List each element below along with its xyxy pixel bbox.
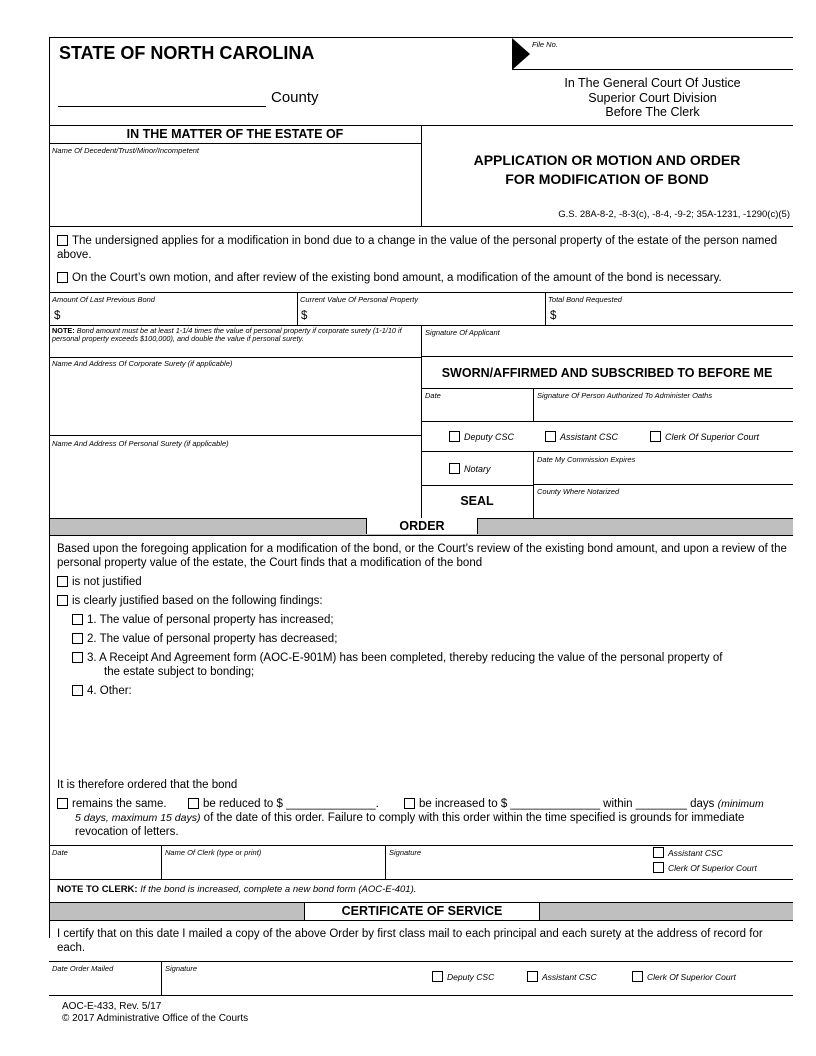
cert-deputy-csc-checkbox[interactable] [432,971,443,982]
finding-1-checkbox[interactable] [72,614,83,625]
amounts-divider-2 [545,292,546,325]
amounts-divider-1 [297,292,298,325]
increased-option [404,797,764,811]
order-clerk-option [653,862,757,874]
sworn-divider [533,388,534,421]
order-clerk-checkbox[interactable] [653,862,664,873]
finding-1 [72,613,334,627]
left-rule [49,37,50,938]
not-justified-option [57,575,142,589]
finding-2-checkbox[interactable] [72,633,83,644]
commission-expires-label: Date My Commission Expires [537,455,636,464]
sworn-assistant-csc-text: Assistant CSC [560,432,619,442]
clerk-name-label: Name Of Clerk (type or print) [165,848,262,857]
file-no-arrow-icon [512,38,530,70]
total-requested-label: Total Bond Requested [548,295,622,304]
notary-rule [421,485,533,486]
justified-text: is clearly justified based on the following findings: [72,595,323,607]
finding-3-checkbox[interactable] [72,652,83,663]
order-bar-bottom-rule [49,535,793,536]
form-title-line-2: FOR MODIFICATION OF BOND [505,171,709,187]
remains-checkbox[interactable] [57,798,68,809]
certificate-heading: CERTIFICATE OF SERVICE [304,903,540,920]
applicant-signature-label: Signature Of Applicant [425,328,500,337]
seal-label: SEAL [460,494,494,508]
reduced-text: be reduced to $ ______________. [203,798,379,810]
amounts-top-rule [49,292,793,293]
notary-text: Notary [464,464,491,474]
estate-name-label: Name Of Decedent/Trust/Minor/Incompetent [52,146,200,155]
note-to-clerk-text: If the bond is increased, complete a new bond form (AOC-E-401). [140,884,417,895]
notary-checkbox[interactable] [449,463,460,474]
finding-3 [72,651,722,665]
sworn-date-rule [421,421,793,422]
county-notarized-label: County Where Notarized [537,487,620,496]
option-2-text: On the Court’s own motion, and after review of the existing bond amount, a modification of the amount of the bond is necessary. [72,272,722,284]
cert-deputy-csc-option [432,971,494,983]
court-line-2: Superior Court Division [588,90,717,105]
note-bottom-rule [49,357,421,358]
application-option-2 [57,271,792,285]
note-to-clerk [57,884,416,895]
reduced-option [188,797,379,811]
bond-note [52,327,412,343]
statute-reference: G.S. 28A-8-2, -8-3(c), -8-4, -9-2; 35A-1231, -1290(c)(5) [558,209,790,220]
total-requested-currency[interactable]: $ [550,310,557,322]
bond-note-prefix: NOTE: [52,326,75,335]
order-date-label: Date [52,848,68,857]
certificate-signature-label: Signature [165,964,198,973]
finding-2 [72,632,337,646]
certificate-text: I certify that on this date I mailed a copy of the above Order by first class mail to each principal and each surety at the address of record for each. [57,928,763,954]
last-bond-label: Amount Of Last Previous Bond [52,295,155,304]
commission-rule [533,484,793,485]
date-mailed-label: Date Order Mailed [52,964,114,973]
increased-text: be increased to $ ______________ within ________ days [419,798,715,810]
title-bottom-rule [49,226,793,227]
finding-3-text: 3. A Receipt And Agreement form (AOC-E-901M) has been completed, thereby reducing the value of the personal property of [87,652,723,664]
cert-assistant-csc-option [527,971,597,983]
top-rule [49,37,793,38]
finding-4-checkbox[interactable] [72,685,83,696]
estate-heading-rule [49,143,421,144]
sworn-heading-rule [421,388,793,389]
sworn-clerk-text: Clerk Of Superior Court [665,432,760,442]
application-option-1 [57,234,782,262]
sworn-assistant-csc-checkbox[interactable] [545,431,556,442]
cert-assistant-csc-text: Assistant CSC [542,972,597,982]
order-assistant-csc-checkbox[interactable] [653,847,664,858]
sworn-assistant-csc-option [545,431,618,443]
cert-assistant-csc-checkbox[interactable] [527,971,538,982]
sworn-deputy-csc-text: Deputy CSC [464,432,515,442]
option-2-checkbox[interactable] [57,272,68,283]
county-label: County [271,89,319,106]
order-clerk-text: Clerk Of Superior Court [668,863,757,873]
corporate-surety-label: Name And Address Of Corporate Surety (if applicable) [52,359,233,368]
justified-checkbox[interactable] [57,595,68,606]
order-terms-days: 5 days, maximum 15 days) [75,812,201,824]
finding-2-text: 2. The value of personal property has decreased; [87,633,338,645]
minimum-days-text: (minimum [717,798,764,810]
order-assistant-csc-text: Assistant CSC [668,848,723,858]
form-title [421,151,793,189]
not-justified-text: is not justified [72,576,142,588]
finding-3-continued: the estate subject to bonding; [104,666,255,678]
sworn-clerk-option [650,431,759,443]
finding-1-text: 1. The value of personal property has increased; [87,614,334,626]
clerk-row-bottom-rule [49,879,793,880]
sworn-date-label: Date [425,391,441,400]
clerk-signature-label: Signature [389,848,422,857]
cert-clerk-text: Clerk Of Superior Court [647,972,736,982]
cert-deputy-csc-text: Deputy CSC [447,972,495,982]
form-number: AOC-E-433, Rev. 5/17 [62,1001,162,1012]
sworn-signature-label: Signature Of Person Authorized To Administer Oaths [537,391,713,400]
finding-4 [72,684,132,698]
order-intro: Based upon the foregoing application for a modification of the bond, or the Court’s review of the existing bond amount, and upon a review of the personal property value of the estate, the Court finds that a modification of the bond [57,543,787,569]
finding-4-text: 4. Other: [87,685,132,697]
order-terms-text: of the date of this order. Failure to comply with this order within the time specified is grounds for immediate [203,812,745,824]
order-assistant-csc-option [653,847,723,859]
therefore-ordered: It is therefore ordered that the bond [57,779,238,791]
copyright: © 2017 Administrative Office of the Courts [62,1013,249,1024]
county-blank [58,106,266,107]
remains-text: remains the same. [72,798,167,810]
file-no-line [512,69,793,70]
estate-heading: IN THE MATTER OF THE ESTATE OF [126,127,344,141]
corporate-surety-rule [49,435,421,436]
revocation-text: revocation of letters. [75,826,179,838]
remains-option [57,797,167,811]
sworn-options-rule [421,451,793,452]
form-title-line-1: APPLICATION OR MOTION AND ORDER [473,152,741,168]
clerk-row-divider-2 [385,845,386,879]
not-justified-checkbox[interactable] [57,576,68,587]
justified-option [57,594,323,608]
court-line-1: In The General Court Of Justice [564,76,741,90]
order-terms-line [75,811,744,825]
personal-surety-label: Name And Address Of Personal Surety (if applicable) [52,439,229,448]
cert-clerk-option [632,971,736,983]
court-line-3: Before The Clerk [605,105,700,119]
state-title: STATE OF NORTH CAROLINA [59,43,315,63]
option-1-checkbox[interactable] [57,235,68,246]
reduced-checkbox[interactable] [188,798,199,809]
file-no-label: File No. [532,40,558,49]
sworn-deputy-csc-option [449,431,514,443]
note-to-clerk-prefix: NOTE TO CLERK: [57,884,138,895]
last-bond-currency[interactable]: $ [54,310,61,322]
court-name-block [512,76,793,120]
order-heading: ORDER [366,518,478,534]
increased-checkbox[interactable] [404,798,415,809]
certificate-row-divider [161,961,162,995]
certificate-bar-bottom-rule [49,920,793,921]
sworn-clerk-checkbox[interactable] [650,431,661,442]
cert-clerk-checkbox[interactable] [632,971,643,982]
current-value-currency[interactable]: $ [301,310,308,322]
clerk-row-divider-1 [161,845,162,879]
certificate-row-bottom-rule [49,995,793,996]
notary-option [449,463,491,475]
sworn-deputy-csc-checkbox[interactable] [449,431,460,442]
applicant-signature-rule [421,356,793,357]
bond-note-text: Bond amount must be at least 1-1/4 times the value of personal property if corporate surety (1-1/10 if personal property exceeds $100,000), and double the value if personal surety. [52,326,402,343]
sworn-heading: SWORN/AFFIRMED AND SUBSCRIBED TO BEFORE ME [441,366,773,380]
current-value-label: Current Value Of Personal Property [300,295,419,304]
option-1-text: The undersigned applies for a modification in bond due to a change in the value of the personal property of the estate of the person named above. [57,235,778,261]
